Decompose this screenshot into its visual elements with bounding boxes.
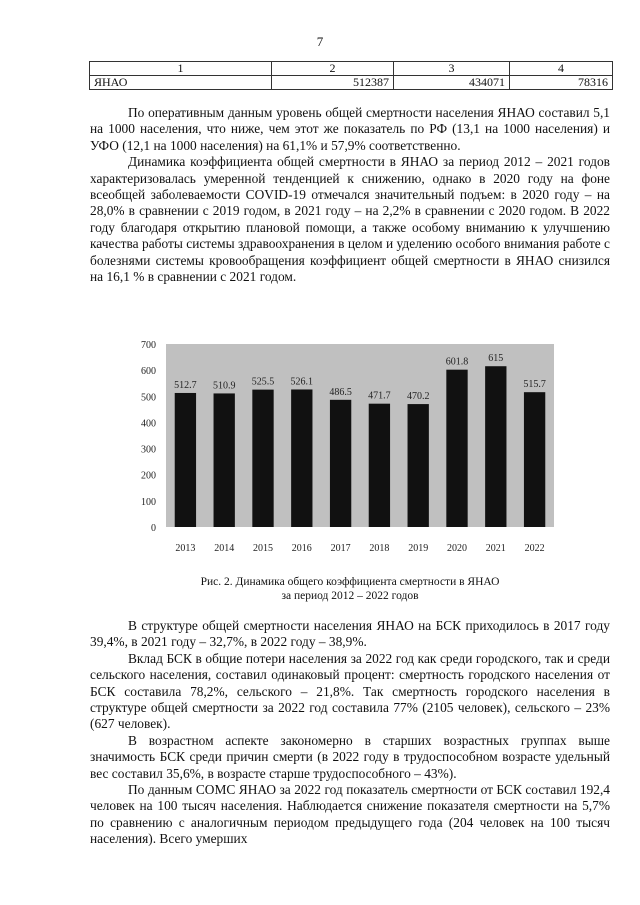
bar-value-label: 525.5 (251, 376, 275, 388)
x-tick-label: 2020 (447, 543, 467, 554)
bar (524, 392, 545, 527)
bar (369, 404, 390, 527)
table-header-cell: 4 (510, 62, 613, 76)
x-tick-label: 2022 (524, 543, 545, 554)
y-tick-label: 400 (141, 418, 156, 430)
bar-value-label: 470.2 (406, 391, 430, 403)
caption-line: Рис. 2. Динамика общего коэффициента смертности в ЯНАО (200, 576, 500, 588)
data-table (89, 61, 613, 90)
bar-value-label: 601.8 (445, 356, 469, 368)
bar (291, 389, 312, 527)
bar-value-label: 486.5 (329, 386, 352, 398)
bar (252, 390, 273, 527)
x-tick-label: 2016 (291, 543, 312, 554)
paragraph: В возрастном аспекте закономерно в старших возрастных группах выше значимость БСК среди причин смерти (в 2022 году в трудоспособном возрасте удельный вес составил 35,6%, в возрасте старше трудоспособного – 43%). (90, 732, 610, 781)
bar (446, 370, 467, 527)
x-tick-label: 2017 (330, 543, 351, 554)
bar (330, 400, 351, 527)
table-cell: 434071 (394, 76, 510, 90)
bar (408, 404, 429, 527)
x-tick-label: 2015 (253, 543, 273, 554)
paragraph: В структуре общей смертности населения ЯНАО на БСК приходилось в 2017 году 39,4%, в 2021 году – 32,7%, в 2022 году – 38,9%. (90, 618, 610, 650)
paragraph: Динамика коэффициента общей смертности в ЯНАО за период 2012 – 2021 годов характеризовалась умеренной тенденцией к снижению, однако в 2020 году на фоне всеобщей заболеваемости COVID-19 отмечался значительный подъем: в 2020 году – на 28,0% в сравнении с 2019 годом, в 2021 году – на 2,2% в сравнении с 2020 годом. В 2022 году благодаря открытию плановой помощи, а также особому вниманию к улучшению качества работы системы здравоохранения в целом и уделению особого внимания работе с болезнями системы кровообращения коэффициент общей смертности в ЯНАО снизился на 16,1 % в сравнении с 2021 годом. (90, 154, 610, 285)
paragraph: По оперативным данным уровень общей смертности населения ЯНАО составил 5,1 на 1000 населения, что ниже, чем этот же показатель по РФ (13,1 на 1000 населения) и УФО (12,1 на 1000 населения) на 61,1% и 57,9% соответственно. (90, 105, 610, 153)
body-text-top (90, 105, 610, 285)
bar (485, 366, 506, 527)
table-cell-region: ЯНАО (90, 76, 272, 90)
body-text-bottom (90, 618, 610, 848)
bar-value-label: 526.1 (290, 376, 314, 388)
bar-value-label: 471.7 (368, 390, 391, 402)
bar-value-label: 515.7 (523, 379, 546, 391)
y-tick-label: 100 (141, 496, 156, 508)
y-tick-label: 0 (151, 523, 156, 534)
bar (214, 393, 235, 527)
x-tick-label: 2014 (214, 543, 235, 554)
y-tick-label: 600 (141, 366, 156, 378)
bar-value-label: 510.9 (212, 380, 236, 392)
caption-line: за период 2012 – 2022 годов (281, 590, 419, 602)
y-tick-label: 200 (141, 470, 156, 482)
x-tick-label: 2018 (369, 543, 390, 554)
table-row (90, 76, 613, 90)
paragraph: По данным СОМС ЯНАО за 2022 год показатель смертности от БСК составил 192,4 человек на 100 тысяч населения. Наблюдается снижение показателя смертности на 5,7% по сравнению с аналогичным периодом предыдущего года (204 человек на 100 тысяч населения). Всего умерших (90, 782, 610, 847)
figure-caption (90, 575, 610, 603)
y-tick-label: 700 (141, 340, 156, 351)
x-tick-label: 2019 (408, 543, 429, 554)
table-header-cell: 2 (272, 62, 394, 76)
table-cell: 78316 (510, 76, 613, 90)
bar (175, 393, 196, 527)
paragraph: Вклад БСК в общие потери населения за 2022 год как среди городского, так и среди сельского населения, составил одинаковый процент: смертность городского населения от БСК составила 78,2%, сельского – 21,8%. Так смертность городского населения в структуре общей смертности за 2022 год составила 77% (2105 человек), сельского – 23% (627 человек). (90, 650, 610, 732)
x-tick-label: 2021 (485, 543, 506, 554)
y-tick-label: 500 (141, 392, 156, 404)
table-header-cell: 1 (90, 62, 272, 76)
mortality-bar-chart (128, 336, 568, 566)
table-header-row (90, 62, 613, 76)
y-tick-label: 300 (141, 444, 156, 456)
bar-value-label: 615 (488, 353, 504, 365)
x-tick-label: 2013 (175, 543, 196, 554)
page-number: 7 (316, 34, 324, 49)
table-cell: 512387 (272, 76, 394, 90)
bar-value-label: 512.7 (174, 379, 197, 391)
table-header-cell: 3 (394, 62, 510, 76)
